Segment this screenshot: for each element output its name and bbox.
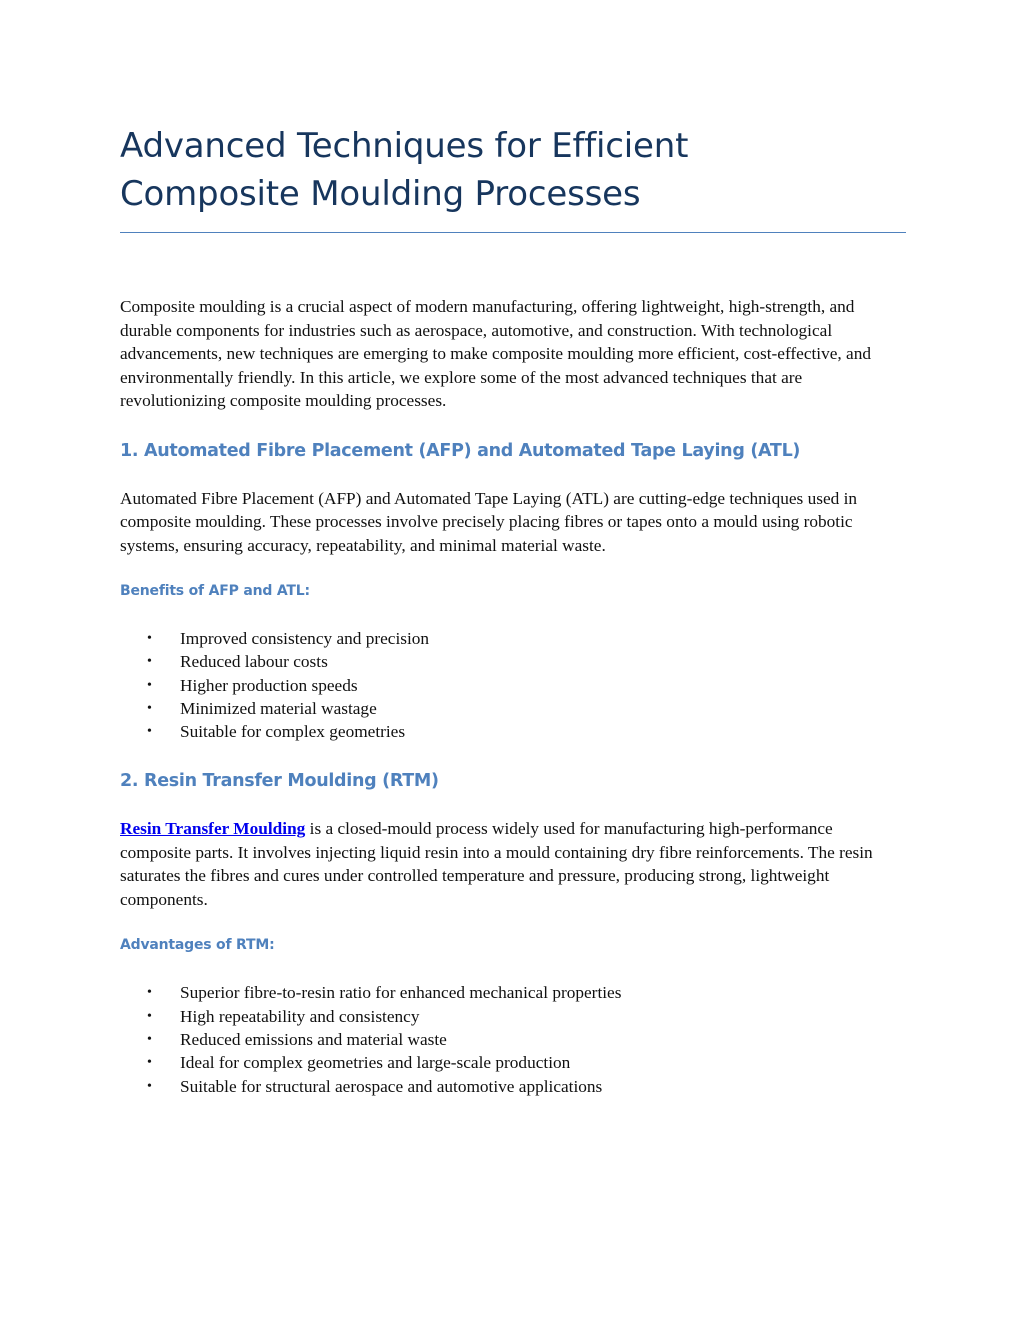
list-item bbox=[120, 1005, 906, 1028]
bullet-icon: • bbox=[147, 700, 152, 716]
list-item-text: Suitable for complex geometries bbox=[180, 722, 406, 742]
section-2-paragraph-text: is a closed-mould process widely used for manufacturing high-performance composite parts. It involves injecting liquid resin into a mould containing dry fibre reinforcements. The resin saturates the fibres and cures under controlled temperature and pressure, producing strong, lightweight components. bbox=[120, 819, 873, 909]
bullet-icon: • bbox=[147, 985, 152, 1001]
section-1-heading: 1. Automated Fibre Placement (AFP) and Automated Tape Laying (ATL) bbox=[120, 440, 801, 461]
document-title bbox=[120, 122, 906, 233]
list-item-text: Minimized material wastage bbox=[180, 698, 377, 718]
list-item-text: Improved consistency and precision bbox=[180, 629, 430, 648]
list-item-text: Ideal for complex geometries and large-scale production bbox=[180, 1053, 571, 1073]
title-line-1: Advanced Techniques for Efficient bbox=[120, 126, 689, 166]
bullet-icon: • bbox=[147, 1055, 152, 1071]
section-2-heading: 2. Resin Transfer Moulding (RTM) bbox=[120, 771, 439, 792]
list-item-text: Reduced emissions and material waste bbox=[180, 1030, 447, 1050]
list-item-text: High repeatability and consistency bbox=[180, 1006, 420, 1026]
list-item bbox=[120, 650, 906, 673]
bullet-icon: • bbox=[147, 1032, 152, 1048]
list-item-text: Suitable for structural aerospace and automotive applications bbox=[180, 1076, 603, 1096]
list-item-text: Reduced labour costs bbox=[180, 652, 328, 672]
list-item-text: Superior fibre-to-resin ratio for enhanced mechanical properties bbox=[180, 983, 622, 1003]
bullet-icon: • bbox=[147, 677, 152, 693]
list-item-text: Higher production speeds bbox=[180, 675, 358, 695]
list-item bbox=[120, 720, 906, 743]
bullet-icon: • bbox=[147, 1008, 152, 1024]
document-page bbox=[120, 122, 906, 1098]
section-2-bullet-list bbox=[120, 981, 906, 1097]
bullet-icon: • bbox=[147, 1078, 152, 1094]
bullet-icon: • bbox=[147, 654, 152, 670]
section-1-subheading: Benefits of AFP and ATL: bbox=[120, 583, 310, 599]
list-item bbox=[120, 1051, 906, 1074]
bullet-icon: • bbox=[147, 724, 152, 740]
list-item bbox=[120, 1075, 906, 1098]
section-1-paragraph: Automated Fibre Placement (AFP) and Automated Tape Laying (ATL) are cutting-edge techniques used in composite moulding. These processes involve precisely placing fibres or tapes onto a mould using robotic systems, ensuring accuracy, repeatability, and minimal material waste. bbox=[120, 488, 858, 555]
intro-paragraph: Composite moulding is a crucial aspect of modern manufacturing, offering lightweight, high-strength, and durable components for industries such as aerospace, automotive, and construction. With technological advancements, new techniques are emerging to make composite moulding more efficient, cost-effective, and environmentally friendly. In this article, we explore some of the most advanced techniques that are revolutionizing composite moulding processes. bbox=[120, 297, 871, 410]
section-2-subheading: Advantages of RTM: bbox=[120, 937, 275, 954]
list-item bbox=[120, 674, 906, 697]
resin-transfer-moulding-link[interactable]: Resin Transfer Moulding bbox=[120, 819, 306, 839]
bullet-icon: • bbox=[147, 631, 152, 646]
section-2-paragraph bbox=[120, 817, 906, 911]
list-item bbox=[120, 697, 906, 720]
section-1-bullet-list bbox=[120, 627, 906, 743]
list-item bbox=[120, 627, 906, 650]
list-item bbox=[120, 1028, 906, 1051]
title-line-2: Composite Moulding Processes bbox=[120, 174, 641, 214]
list-item bbox=[120, 981, 906, 1004]
